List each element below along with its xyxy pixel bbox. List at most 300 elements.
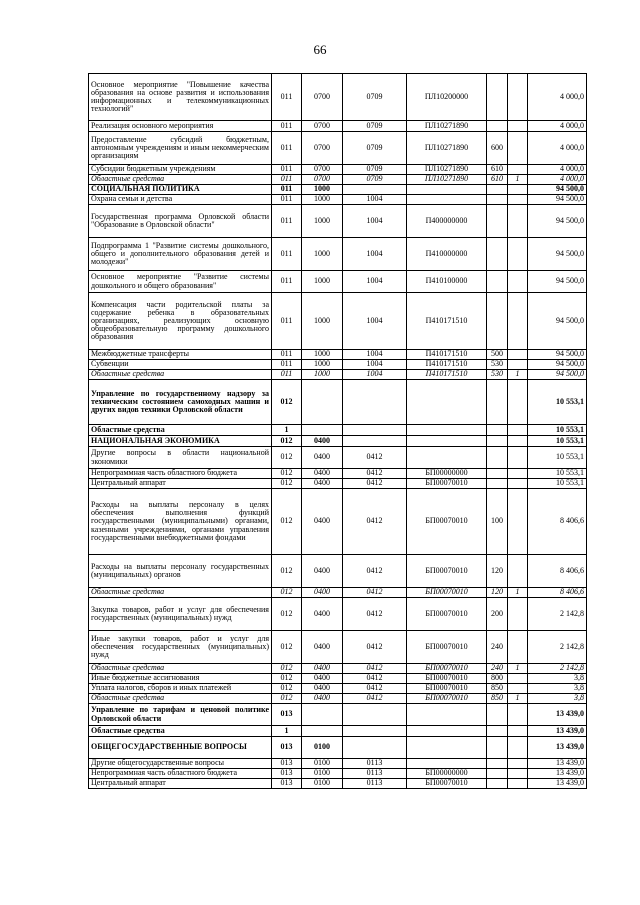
row-amount: 4 000,0: [528, 175, 587, 185]
row-name: Реализация основного мероприятия: [89, 121, 272, 132]
row-funding-source: 1: [508, 588, 528, 598]
budget-table-body: [89, 74, 587, 789]
row-section: 1000: [302, 360, 343, 370]
row-subsection: 1004: [343, 293, 407, 350]
row-section: 1000: [302, 205, 343, 238]
row-expense-type: 850: [487, 694, 508, 704]
row-expense-type: [487, 447, 508, 469]
row-section: 0100: [302, 737, 343, 759]
row-funding-source: 1: [508, 370, 528, 380]
row-expense-type: 610: [487, 165, 508, 175]
row-admin-code: 011: [272, 74, 302, 121]
row-name: Другие общегосударственные вопросы: [89, 759, 272, 769]
row-section: 0400: [302, 588, 343, 598]
row-expense-type: [487, 74, 508, 121]
table-row: [89, 759, 587, 769]
row-funding-source: [508, 121, 528, 132]
row-expense-type: [487, 205, 508, 238]
row-subsection: 0113: [343, 769, 407, 779]
page-number: 66: [313, 42, 327, 57]
row-admin-code: 012: [272, 674, 302, 684]
row-subsection: 0113: [343, 779, 407, 789]
row-name: Областные средства: [89, 370, 272, 380]
row-target-article: [407, 447, 487, 469]
row-amount: 4 000,0: [528, 74, 587, 121]
row-amount: 94 500,0: [528, 238, 587, 271]
row-subsection: 1004: [343, 370, 407, 380]
row-expense-type: 530: [487, 360, 508, 370]
table-row: [89, 165, 587, 175]
row-funding-source: [508, 759, 528, 769]
row-target-article: [407, 380, 487, 425]
row-funding-source: 1: [508, 175, 528, 185]
row-section: [302, 704, 343, 726]
row-name: Межбюджетные трансферты: [89, 350, 272, 360]
row-target-article: БП00070010: [407, 674, 487, 684]
row-funding-source: [508, 704, 528, 726]
row-admin-code: 011: [272, 185, 302, 195]
row-admin-code: 011: [272, 121, 302, 132]
row-amount: 13 439,0: [528, 726, 587, 737]
row-target-article: [407, 195, 487, 205]
row-section: 0700: [302, 121, 343, 132]
table-row: [89, 121, 587, 132]
table-row: [89, 271, 587, 293]
row-funding-source: [508, 769, 528, 779]
row-target-article: БП00070010: [407, 555, 487, 588]
row-section: 0700: [302, 74, 343, 121]
row-subsection: 0412: [343, 489, 407, 555]
row-section: 0400: [302, 479, 343, 489]
row-amount: 13 439,0: [528, 704, 587, 726]
row-name: Областные средства: [89, 588, 272, 598]
row-section: 0700: [302, 165, 343, 175]
row-expense-type: [487, 380, 508, 425]
row-target-article: БП00070010: [407, 489, 487, 555]
row-expense-type: [487, 726, 508, 737]
row-funding-source: [508, 489, 528, 555]
table-row: [89, 588, 587, 598]
row-name: ОБЩЕГОСУДАРСТВЕННЫЕ ВОПРОСЫ: [89, 737, 272, 759]
row-subsection: 0412: [343, 631, 407, 664]
row-amount: 94 500,0: [528, 205, 587, 238]
row-section: 1000: [302, 185, 343, 195]
row-subsection: [343, 380, 407, 425]
table-row: [89, 380, 587, 425]
row-funding-source: [508, 674, 528, 684]
row-name: СОЦИАЛЬНАЯ ПОЛИТИКА: [89, 185, 272, 195]
row-name: Основное мероприятие "Развитие системы дошкольного и общего образования": [89, 271, 272, 293]
row-expense-type: [487, 769, 508, 779]
row-funding-source: [508, 132, 528, 165]
row-funding-source: [508, 598, 528, 631]
row-subsection: [343, 737, 407, 759]
row-section: 0400: [302, 684, 343, 694]
table-row: [89, 293, 587, 350]
row-admin-code: 012: [272, 489, 302, 555]
row-section: 1000: [302, 238, 343, 271]
table-row: [89, 769, 587, 779]
row-target-article: БП00070010: [407, 598, 487, 631]
row-amount: 8 406,6: [528, 588, 587, 598]
row-amount: 13 439,0: [528, 737, 587, 759]
row-amount: 13 439,0: [528, 769, 587, 779]
row-admin-code: 013: [272, 769, 302, 779]
row-name: Расходы на выплаты персоналу государственных (муниципальных) органов: [89, 555, 272, 588]
row-name: Областные средства: [89, 175, 272, 185]
row-amount: 94 500,0: [528, 185, 587, 195]
row-name: Компенсация части родительской платы за содержание ребенка в образовательных организациях, реализующих основную общеобразовательную программу дошкольного образования: [89, 293, 272, 350]
row-name: Центральный аппарат: [89, 779, 272, 789]
row-subsection: 0412: [343, 588, 407, 598]
table-row: [89, 238, 587, 271]
row-target-article: БП00070010: [407, 588, 487, 598]
row-subsection: 0412: [343, 598, 407, 631]
row-admin-code: 012: [272, 694, 302, 704]
table-row: [89, 489, 587, 555]
row-funding-source: [508, 360, 528, 370]
row-expense-type: 850: [487, 684, 508, 694]
row-target-article: БП00070010: [407, 479, 487, 489]
row-subsection: 0113: [343, 759, 407, 769]
row-section: 0400: [302, 489, 343, 555]
row-amount: 2 142,8: [528, 631, 587, 664]
row-name: Расходы на выплаты персоналу в целях обеспечения выполнения функций государственными (муниципальными) органами, казенными учреждениями, органами управления государственными внебюджетными фондами: [89, 489, 272, 555]
table-row: [89, 132, 587, 165]
row-admin-code: 012: [272, 380, 302, 425]
table-row: [89, 674, 587, 684]
row-name: Закупка товаров, работ и услуг для обеспечения государственных (муниципальных) нужд: [89, 598, 272, 631]
row-funding-source: [508, 555, 528, 588]
row-amount: 10 553,1: [528, 479, 587, 489]
row-expense-type: 100: [487, 489, 508, 555]
row-funding-source: [508, 293, 528, 350]
row-section: 0100: [302, 769, 343, 779]
table-row: [89, 694, 587, 704]
row-name: Подпрограмма 1 "Развитие системы дошкольного, общего и дополнительного образования детей и молодежи": [89, 238, 272, 271]
row-name: Иные бюджетные ассигнования: [89, 674, 272, 684]
row-expense-type: [487, 436, 508, 447]
row-admin-code: 012: [272, 588, 302, 598]
row-expense-type: 530: [487, 370, 508, 380]
row-admin-code: 011: [272, 132, 302, 165]
row-section: 1000: [302, 271, 343, 293]
table-row: [89, 555, 587, 588]
row-amount: 2 142,8: [528, 664, 587, 674]
row-expense-type: [487, 293, 508, 350]
row-admin-code: 013: [272, 759, 302, 769]
row-funding-source: [508, 631, 528, 664]
row-name: Областные средства: [89, 664, 272, 674]
row-admin-code: 013: [272, 704, 302, 726]
row-amount: 10 553,1: [528, 425, 587, 436]
row-name: Областные средства: [89, 726, 272, 737]
row-section: 0100: [302, 759, 343, 769]
row-subsection: 0709: [343, 132, 407, 165]
row-expense-type: [487, 238, 508, 271]
row-funding-source: [508, 469, 528, 479]
row-section: 0100: [302, 779, 343, 789]
table-row: [89, 185, 587, 195]
row-expense-type: 800: [487, 674, 508, 684]
row-section: 0700: [302, 132, 343, 165]
row-amount: 3,8: [528, 674, 587, 684]
row-amount: 94 500,0: [528, 370, 587, 380]
table-row: [89, 598, 587, 631]
row-name: Субвенции: [89, 360, 272, 370]
row-subsection: [343, 704, 407, 726]
row-amount: 3,8: [528, 684, 587, 694]
row-target-article: ПЛ10271890: [407, 121, 487, 132]
row-name: Областные средства: [89, 694, 272, 704]
row-subsection: 0412: [343, 694, 407, 704]
row-amount: 94 500,0: [528, 195, 587, 205]
row-section: 0400: [302, 694, 343, 704]
row-funding-source: [508, 185, 528, 195]
table-row: [89, 195, 587, 205]
row-target-article: П410000000: [407, 238, 487, 271]
row-target-article: [407, 436, 487, 447]
row-admin-code: 011: [272, 195, 302, 205]
table-row: [89, 74, 587, 121]
row-amount: 94 500,0: [528, 293, 587, 350]
row-admin-code: 012: [272, 447, 302, 469]
table-row: [89, 370, 587, 380]
row-amount: 10 553,1: [528, 469, 587, 479]
row-target-article: [407, 737, 487, 759]
row-subsection: 1004: [343, 350, 407, 360]
row-expense-type: 610: [487, 175, 508, 185]
row-funding-source: [508, 165, 528, 175]
row-subsection: 1004: [343, 271, 407, 293]
row-target-article: П410100000: [407, 271, 487, 293]
row-amount: 3,8: [528, 694, 587, 704]
row-admin-code: 012: [272, 469, 302, 479]
row-funding-source: [508, 726, 528, 737]
row-expense-type: 240: [487, 664, 508, 674]
table-row: [89, 469, 587, 479]
row-funding-source: [508, 447, 528, 469]
row-name: Субсидии бюджетным учреждениям: [89, 165, 272, 175]
row-amount: 13 439,0: [528, 759, 587, 769]
row-section: 0400: [302, 664, 343, 674]
row-expense-type: [487, 271, 508, 293]
row-section: 0400: [302, 598, 343, 631]
table-row: [89, 726, 587, 737]
row-name: Областные средства: [89, 425, 272, 436]
row-subsection: [343, 726, 407, 737]
row-admin-code: 1: [272, 425, 302, 436]
row-target-article: П410171510: [407, 350, 487, 360]
row-name: НАЦИОНАЛЬНАЯ ЭКОНОМИКА: [89, 436, 272, 447]
row-admin-code: 012: [272, 479, 302, 489]
row-name: Предоставление субсидий бюджетным, автономным учреждениям и иным некоммерческим организациям: [89, 132, 272, 165]
row-expense-type: [487, 479, 508, 489]
row-admin-code: 011: [272, 370, 302, 380]
row-amount: 10 553,1: [528, 380, 587, 425]
row-admin-code: 011: [272, 360, 302, 370]
row-admin-code: 011: [272, 175, 302, 185]
row-section: 0400: [302, 631, 343, 664]
row-target-article: БП00070010: [407, 694, 487, 704]
table-row: [89, 205, 587, 238]
row-target-article: П410171510: [407, 293, 487, 350]
row-target-article: П400000000: [407, 205, 487, 238]
table-row: [89, 684, 587, 694]
row-subsection: 0412: [343, 684, 407, 694]
row-funding-source: [508, 380, 528, 425]
row-funding-source: [508, 425, 528, 436]
row-section: 0400: [302, 555, 343, 588]
row-admin-code: 012: [272, 555, 302, 588]
row-target-article: БП00070010: [407, 684, 487, 694]
row-section: 0700: [302, 175, 343, 185]
row-expense-type: 120: [487, 555, 508, 588]
row-amount: 10 553,1: [528, 436, 587, 447]
row-expense-type: 200: [487, 598, 508, 631]
row-section: [302, 425, 343, 436]
row-funding-source: [508, 205, 528, 238]
row-subsection: 0709: [343, 74, 407, 121]
row-amount: 4 000,0: [528, 121, 587, 132]
row-admin-code: 012: [272, 436, 302, 447]
row-amount: 2 142,8: [528, 598, 587, 631]
row-amount: 8 406,6: [528, 489, 587, 555]
row-amount: 94 500,0: [528, 271, 587, 293]
row-section: 1000: [302, 370, 343, 380]
row-funding-source: [508, 74, 528, 121]
row-name: Другие вопросы в области национальной экономики: [89, 447, 272, 469]
row-target-article: П410171510: [407, 360, 487, 370]
table-row: [89, 779, 587, 789]
row-admin-code: 011: [272, 293, 302, 350]
row-admin-code: 011: [272, 350, 302, 360]
row-section: 1000: [302, 195, 343, 205]
row-section: 1000: [302, 350, 343, 360]
row-amount: 8 406,6: [528, 555, 587, 588]
row-subsection: 1004: [343, 205, 407, 238]
row-admin-code: 1: [272, 726, 302, 737]
row-amount: 94 500,0: [528, 360, 587, 370]
row-target-article: ПЛ10271890: [407, 165, 487, 175]
row-subsection: 0709: [343, 121, 407, 132]
row-section: 0400: [302, 447, 343, 469]
budget-table: [88, 73, 587, 789]
row-funding-source: [508, 238, 528, 271]
row-target-article: БП00000000: [407, 469, 487, 479]
table-row: [89, 704, 587, 726]
row-name: Основное мероприятие "Повышение качества образования на основе развития и использования информационных и телекоммуникационных технологий": [89, 74, 272, 121]
row-target-article: БП00070010: [407, 664, 487, 674]
row-funding-source: [508, 737, 528, 759]
row-section: [302, 726, 343, 737]
row-admin-code: 011: [272, 238, 302, 271]
row-expense-type: [487, 121, 508, 132]
row-admin-code: 012: [272, 664, 302, 674]
row-target-article: [407, 185, 487, 195]
row-funding-source: 1: [508, 664, 528, 674]
row-subsection: [343, 425, 407, 436]
row-amount: 94 500,0: [528, 350, 587, 360]
row-amount: 10 553,1: [528, 447, 587, 469]
row-name: Иные закупки товаров, работ и услуг для обеспечения государственных (муниципальных) нужд: [89, 631, 272, 664]
row-funding-source: [508, 779, 528, 789]
row-expense-type: [487, 737, 508, 759]
table-row: [89, 479, 587, 489]
row-expense-type: 600: [487, 132, 508, 165]
table-row: [89, 436, 587, 447]
row-expense-type: [487, 779, 508, 789]
row-section: 0400: [302, 436, 343, 447]
row-target-article: БП00070010: [407, 631, 487, 664]
row-expense-type: [487, 469, 508, 479]
row-subsection: 1004: [343, 360, 407, 370]
row-section: [302, 380, 343, 425]
row-admin-code: 011: [272, 205, 302, 238]
table-row: [89, 631, 587, 664]
row-name: Управление по государственному надзору за техническим состоянием самоходных машин и других видов техники Орловской области: [89, 380, 272, 425]
row-funding-source: [508, 436, 528, 447]
row-name: Центральный аппарат: [89, 479, 272, 489]
table-row: [89, 447, 587, 469]
row-section: 0400: [302, 469, 343, 479]
row-admin-code: 011: [272, 165, 302, 175]
table-row: [89, 425, 587, 436]
row-target-article: [407, 726, 487, 737]
row-target-article: БП00000000: [407, 769, 487, 779]
row-name: Государственная программа Орловской области "Образование в Орловской области": [89, 205, 272, 238]
row-amount: 13 439,0: [528, 779, 587, 789]
row-subsection: [343, 185, 407, 195]
row-subsection: 0412: [343, 555, 407, 588]
row-target-article: ПЛ10200000: [407, 74, 487, 121]
row-funding-source: [508, 271, 528, 293]
row-expense-type: [487, 704, 508, 726]
row-admin-code: 012: [272, 631, 302, 664]
row-subsection: 1004: [343, 238, 407, 271]
row-name: Управление по тарифам и ценовой политике Орловской области: [89, 704, 272, 726]
row-expense-type: [487, 185, 508, 195]
row-target-article: [407, 759, 487, 769]
row-subsection: 0709: [343, 175, 407, 185]
row-target-article: ПЛ10271890: [407, 175, 487, 185]
row-section: 1000: [302, 293, 343, 350]
row-target-article: [407, 704, 487, 726]
row-subsection: 0412: [343, 674, 407, 684]
row-subsection: [343, 436, 407, 447]
row-expense-type: [487, 425, 508, 436]
row-target-article: П410171510: [407, 370, 487, 380]
row-funding-source: [508, 479, 528, 489]
row-expense-type: 500: [487, 350, 508, 360]
row-name: Уплата налогов, сборов и иных платежей: [89, 684, 272, 694]
row-admin-code: 012: [272, 684, 302, 694]
row-funding-source: 1: [508, 694, 528, 704]
row-funding-source: [508, 684, 528, 694]
row-admin-code: 013: [272, 737, 302, 759]
row-subsection: 0412: [343, 664, 407, 674]
table-row: [89, 360, 587, 370]
row-name: Непрограммная часть областного бюджета: [89, 769, 272, 779]
row-amount: 4 000,0: [528, 132, 587, 165]
row-expense-type: [487, 195, 508, 205]
row-subsection: 0709: [343, 165, 407, 175]
row-admin-code: 012: [272, 598, 302, 631]
row-target-article: ПЛ10271890: [407, 132, 487, 165]
row-amount: 4 000,0: [528, 165, 587, 175]
row-target-article: [407, 425, 487, 436]
row-expense-type: 240: [487, 631, 508, 664]
